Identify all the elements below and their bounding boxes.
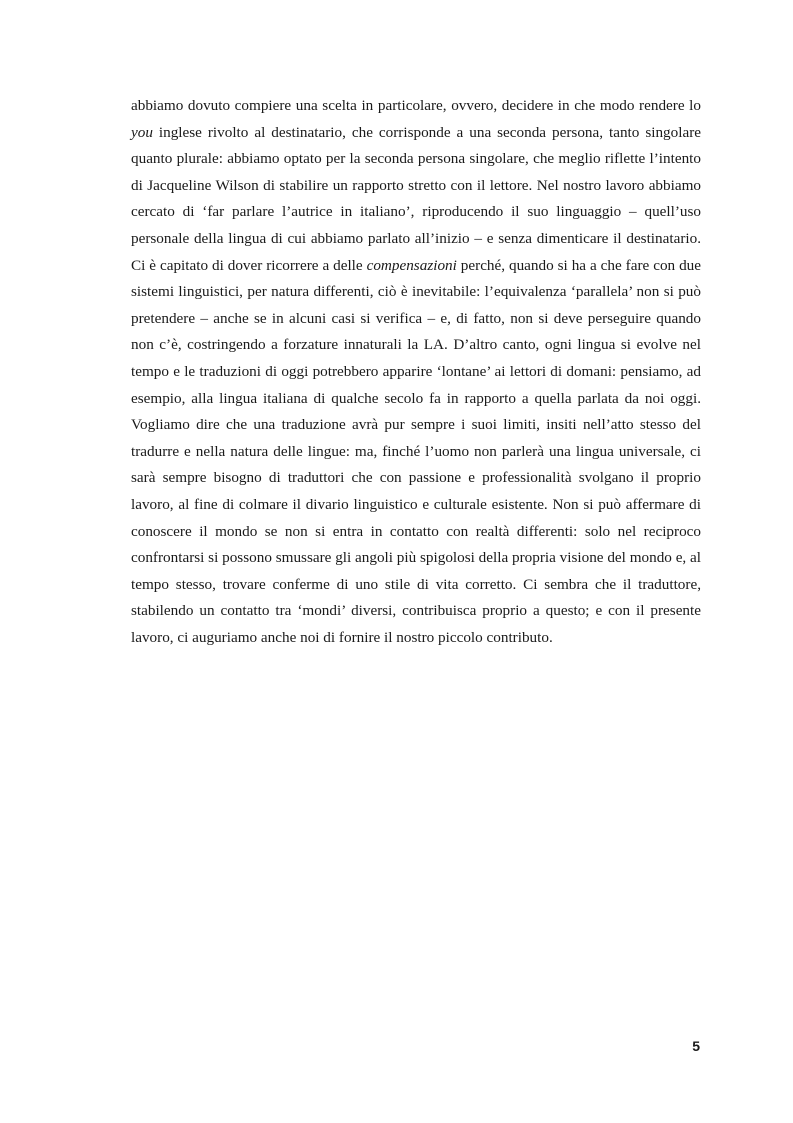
paragraph-italic-you: you [131, 123, 153, 141]
body-paragraph [131, 93, 701, 651]
paragraph-text-part-1: abbiamo dovuto compiere una scelta in particolare, ovvero, decidere in che modo rendere lo [131, 97, 701, 114]
paragraph-text-part-2: inglese rivolto al destinatario, che corrisponde a una seconda persona, tanto singolare quanto plurale: abbiamo optato per la seconda persona singolare, che meglio riflette l’intento di Jacqueline Wilson di stabilire un rapporto stretto con il lettore. Nel nostro lavoro abbiamo cercato di ‘far parlare l’autrice in italiano’, riproducendo il suo linguaggio – quell’uso personale della lingua di cui abbiamo parlato all’inizio – e senza dimenticare il destinatario. Ci è capitato di dover ricorrere a delle [131, 123, 701, 274]
paragraph-italic-compensazioni: compensazioni [366, 256, 457, 274]
page-number: 5 [692, 1038, 700, 1054]
paragraph-text-part-3: perché, quando si ha a che fare con due sistemi linguistici, per natura differenti, ciò è inevitabile: l’equivalenza ‘parallela’ non si può pretendere – anche se in alcuni casi si verifica – e, di fatto, non si deve perseguire quando non c’è, costringendo a forzature innaturali la LA. D’altro canto, ogni lingua si evolve nel tempo e le traduzioni di oggi potrebbero apparire ‘lontane’ ai lettori di domani: pensiamo, ad esempio, alla lingua italiana di qualche secolo fa in rapporto a quella parlata da noi oggi. Vogliamo dire che una traduzione avrà pur sempre i suoi limiti, insiti nell’atto stesso del tradurre e nella natura delle lingue: ma, finché l’uomo non parlerà una lingua universale, ci sarà sempre bisogno di traduttori che con passione e professionalità svolgano il proprio lavoro, al fine di colmare il divario linguistico e culturale esistente. Non si può affermare di conoscere il mondo se non si entra in contatto con realtà differenti: solo nel reciproco confrontarsi si possono smussare gli angoli più spigolosi della propria visione del mondo e, al tempo stesso, trovare conferme di uno stile di vita corretto. Ci sembra che il traduttore, stabilendo un contatto tra ‘mondi’ diversi, contribuisca proprio a questo; e con il presente lavoro, ci auguriamo anche noi di fornire il nostro piccolo contributo. [131, 256, 701, 646]
